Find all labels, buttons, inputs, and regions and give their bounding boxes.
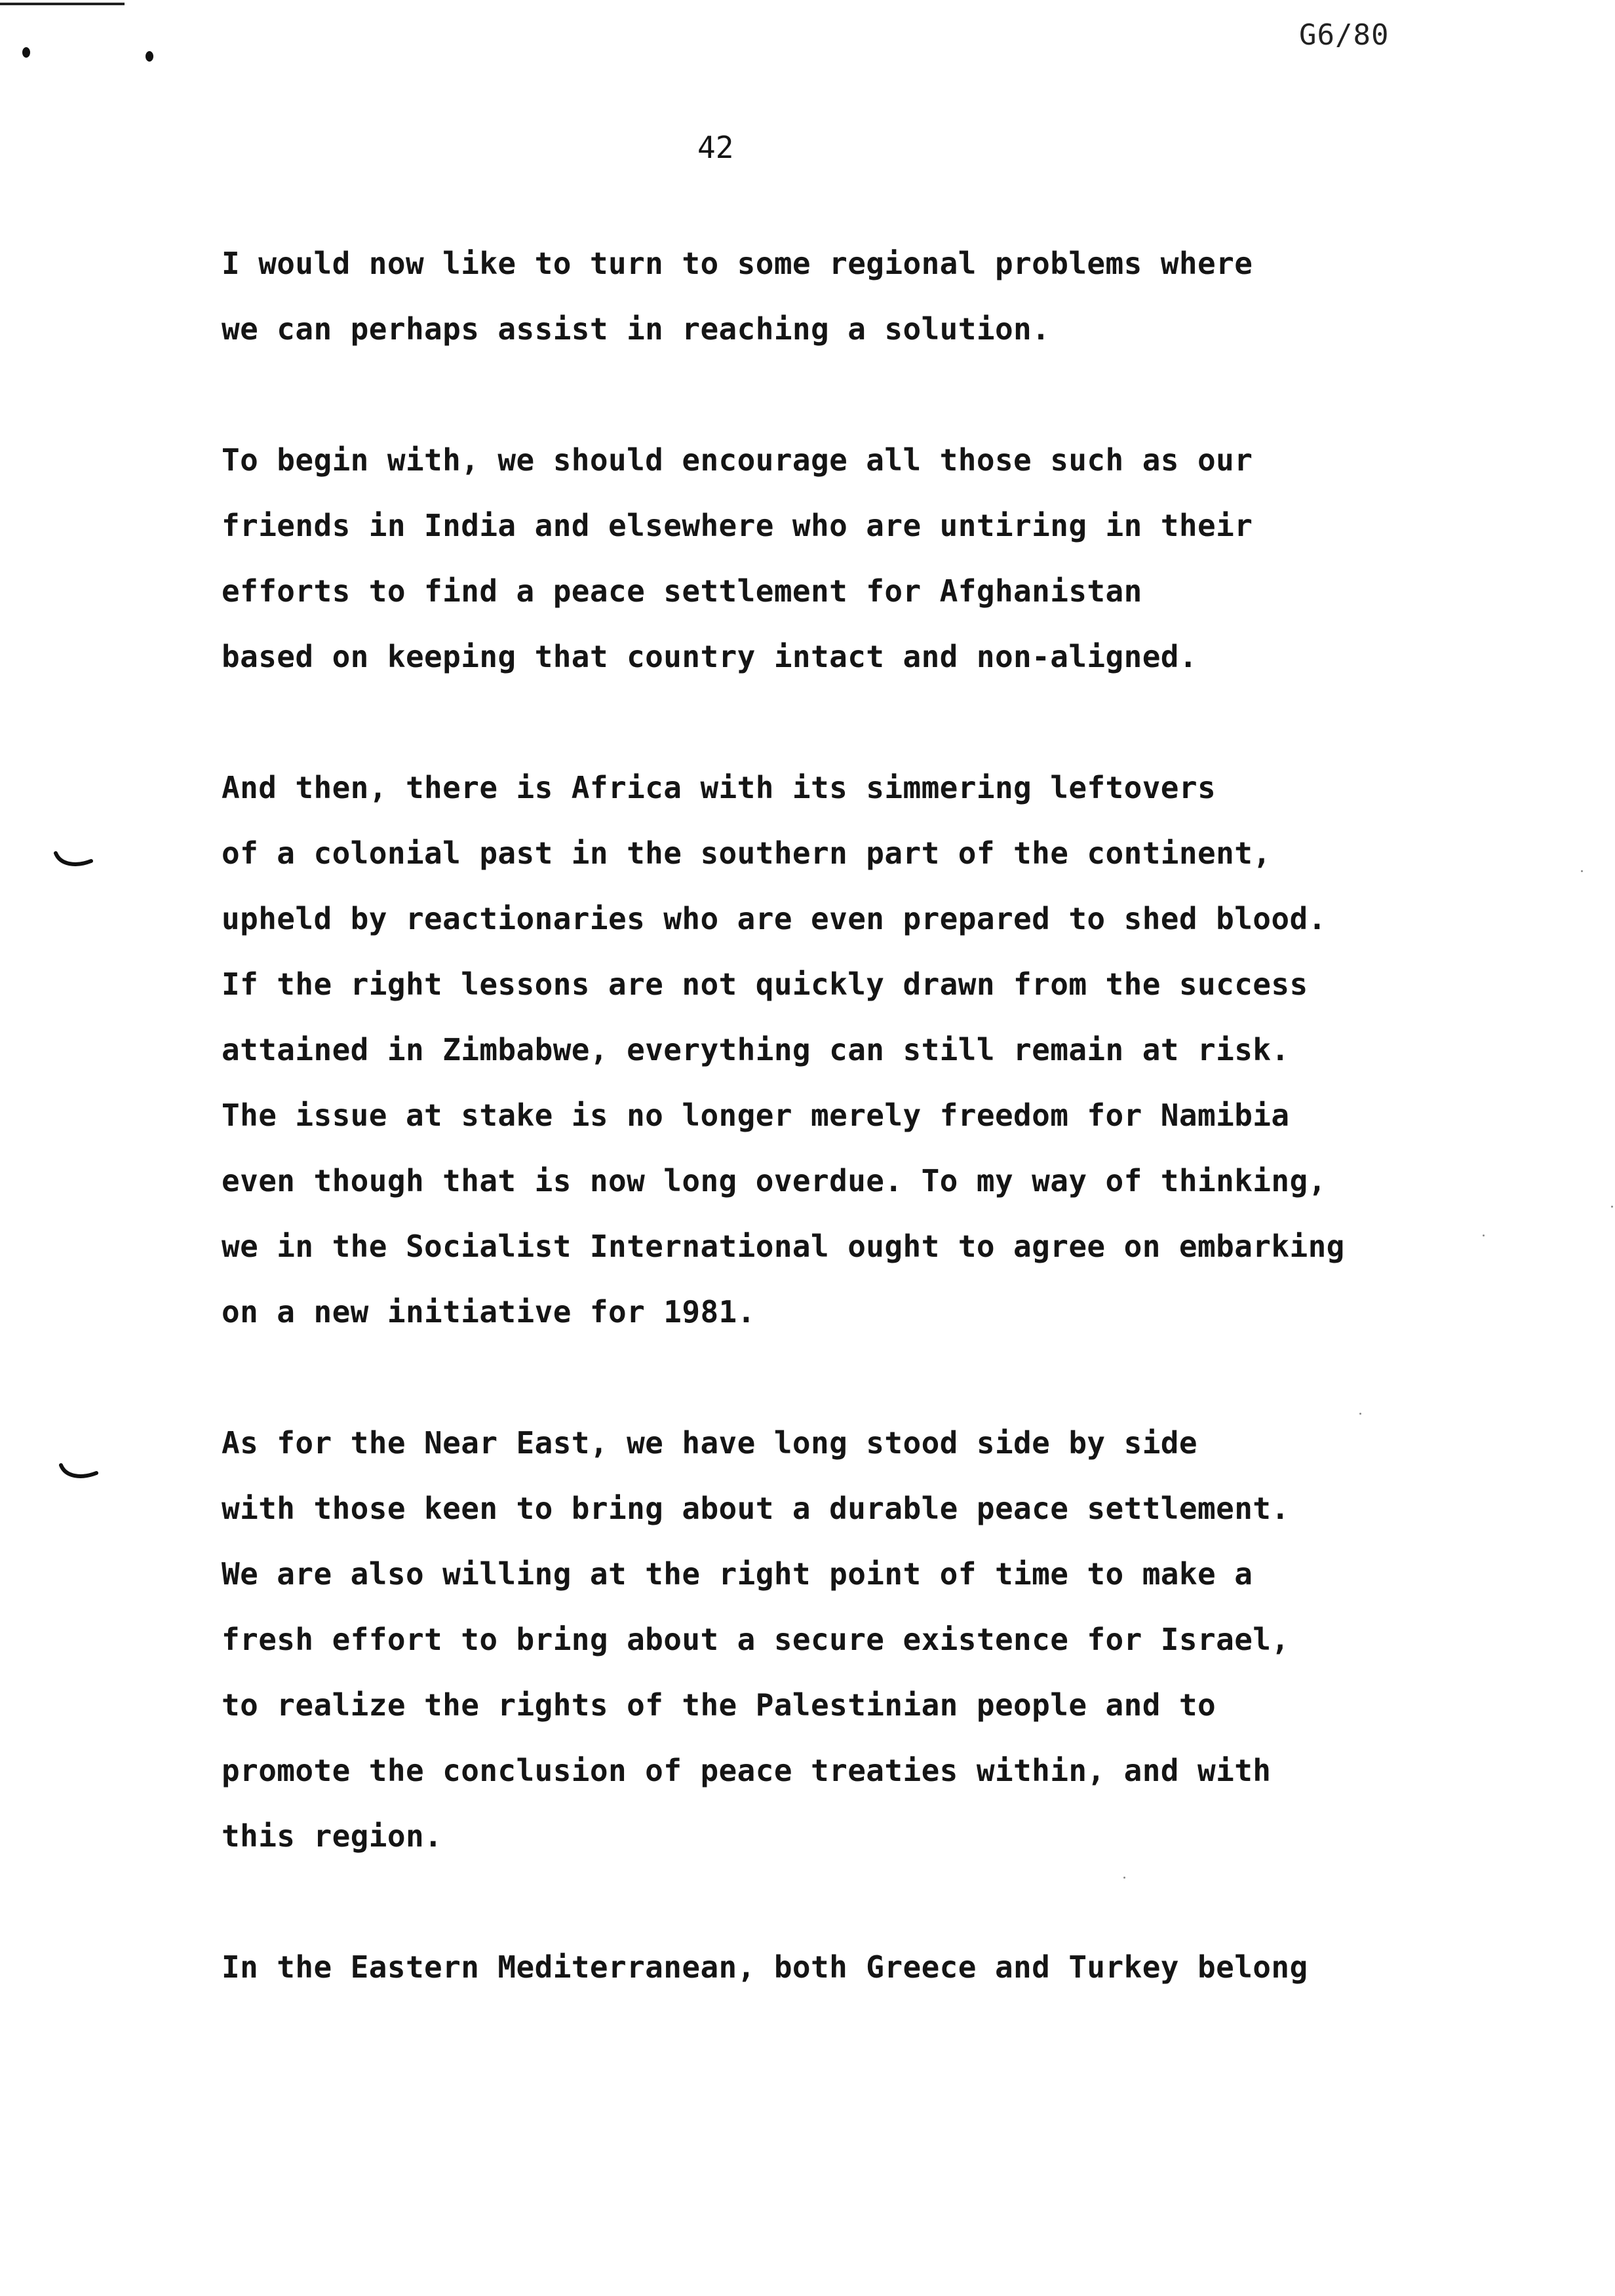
- page-number: 42: [697, 130, 734, 165]
- text-line: I would now like to turn to some regional problems where: [222, 246, 1253, 281]
- scan-speck: [1581, 870, 1583, 872]
- document-body: [222, 231, 1467, 2065]
- margin-check-mark-africa: [54, 851, 93, 870]
- text-line: As for the Near East, we have long stood side by side: [222, 1425, 1197, 1461]
- text-line: upheld by reactionaries who are even prepared to shed blood.: [222, 901, 1327, 936]
- margin-check-mark-near-east: [59, 1463, 98, 1482]
- scan-dot-right: [146, 51, 153, 62]
- text-line: We are also willing at the right point of time to make a: [222, 1556, 1253, 1592]
- scan-speck: [1611, 1206, 1613, 1208]
- text-line: of a colonial past in the southern part of the continent,: [222, 835, 1272, 871]
- text-line: And then, there is Africa with its simmering leftovers: [222, 770, 1216, 805]
- top-edge-rule: [0, 3, 125, 5]
- text-line: To begin with, we should encourage all those such as our: [222, 442, 1253, 478]
- text-line: fresh effort to bring about a secure existence for Israel,: [222, 1622, 1290, 1657]
- text-line: efforts to find a peace settlement for Afghanistan: [222, 573, 1142, 609]
- document-reference: G6/80: [1299, 18, 1390, 52]
- paragraph: [222, 755, 1467, 1345]
- text-line: this region.: [222, 1818, 443, 1854]
- text-line: In the Eastern Mediterranean, both Greece and Turkey belong: [222, 1949, 1308, 1985]
- text-line: to realize the rights of the Palestinian people and to: [222, 1687, 1216, 1723]
- text-line: The issue at stake is no longer merely freedom for Namibia: [222, 1098, 1290, 1133]
- text-line: we can perhaps assist in reaching a solution.: [222, 311, 1051, 347]
- text-line: promote the conclusion of peace treaties within, and with: [222, 1753, 1272, 1788]
- text-line: with those keen to bring about a durable peace settlement.: [222, 1491, 1290, 1526]
- text-line: friends in India and elsewhere who are untiring in their: [222, 508, 1253, 543]
- paragraph: [222, 1934, 1467, 2000]
- text-line: even though that is now long overdue. To my way of thinking,: [222, 1163, 1327, 1198]
- paragraph: [222, 1410, 1467, 1869]
- scan-speck: [1483, 1234, 1485, 1236]
- text-line: attained in Zimbabwe, everything can still remain at risk.: [222, 1032, 1290, 1067]
- text-line: we in the Socialist International ought to agree on embarking: [222, 1229, 1345, 1264]
- paragraph: [222, 427, 1467, 689]
- text-line: If the right lessons are not quickly drawn from the success: [222, 966, 1308, 1002]
- paragraph: [222, 231, 1467, 362]
- text-line: on a new initiative for 1981.: [222, 1294, 756, 1330]
- scan-dot-left: [22, 47, 30, 58]
- text-line: based on keeping that country intact and non-aligned.: [222, 639, 1197, 674]
